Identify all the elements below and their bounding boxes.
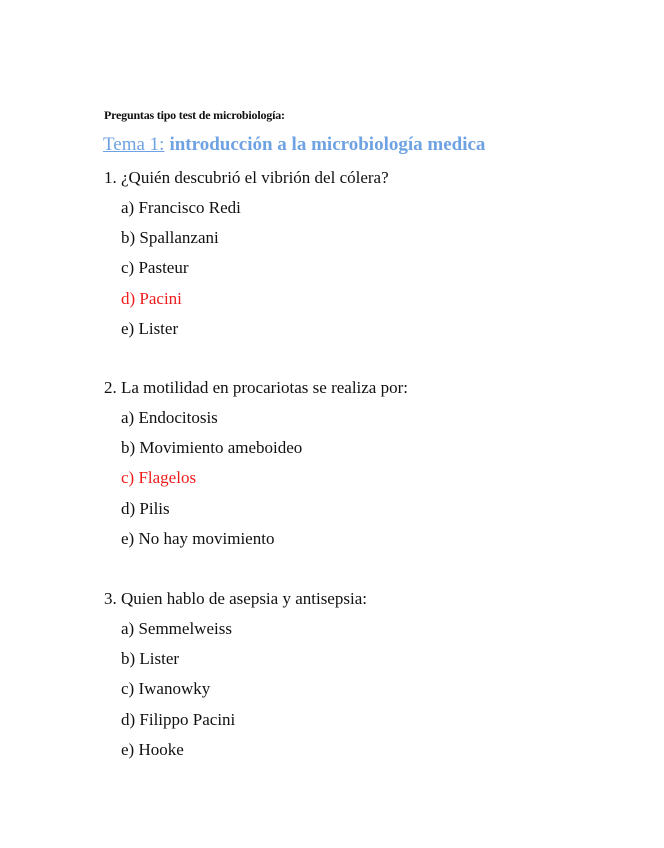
topic-heading	[103, 134, 485, 156]
option: d) Pilis	[121, 498, 170, 518]
option: e) Lister	[121, 318, 179, 338]
question-text: 2. La motilidad en procariotas se realiza por:	[104, 378, 408, 397]
option: a) Semmelweiss	[121, 619, 232, 638]
topic-title: introducción a la microbiología medica	[169, 134, 486, 155]
option: c) Iwanowky	[121, 679, 211, 699]
option: a) Francisco Redi	[121, 198, 241, 217]
option: b) Lister	[121, 649, 180, 669]
option: e) Hooke	[121, 739, 184, 759]
option: b) Movimiento ameboideo	[121, 438, 303, 458]
option: d) Filippo Pacini	[121, 709, 236, 729]
question-3	[104, 584, 367, 765]
question-2	[104, 373, 408, 554]
options-list	[104, 403, 408, 554]
option: b) Spallanzani	[121, 228, 219, 248]
question-text: 1. ¿Quién descubrió el vibrión del cólera?	[104, 168, 389, 187]
option-correct: d) Pacini	[121, 288, 182, 308]
option: c) Pasteur	[121, 258, 189, 278]
options-list	[104, 193, 389, 344]
option: a) Endocitosis	[121, 408, 218, 427]
document-heading: Preguntas tipo test de microbiología:	[104, 108, 285, 122]
option: e) No hay movimiento	[121, 528, 275, 548]
topic-label: Tema 1:	[103, 134, 165, 155]
option-correct: c) Flagelos	[121, 468, 197, 488]
options-list	[104, 614, 367, 765]
question-1	[104, 163, 389, 344]
question-text: 3. Quien hablo de asepsia y antisepsia:	[104, 589, 367, 608]
